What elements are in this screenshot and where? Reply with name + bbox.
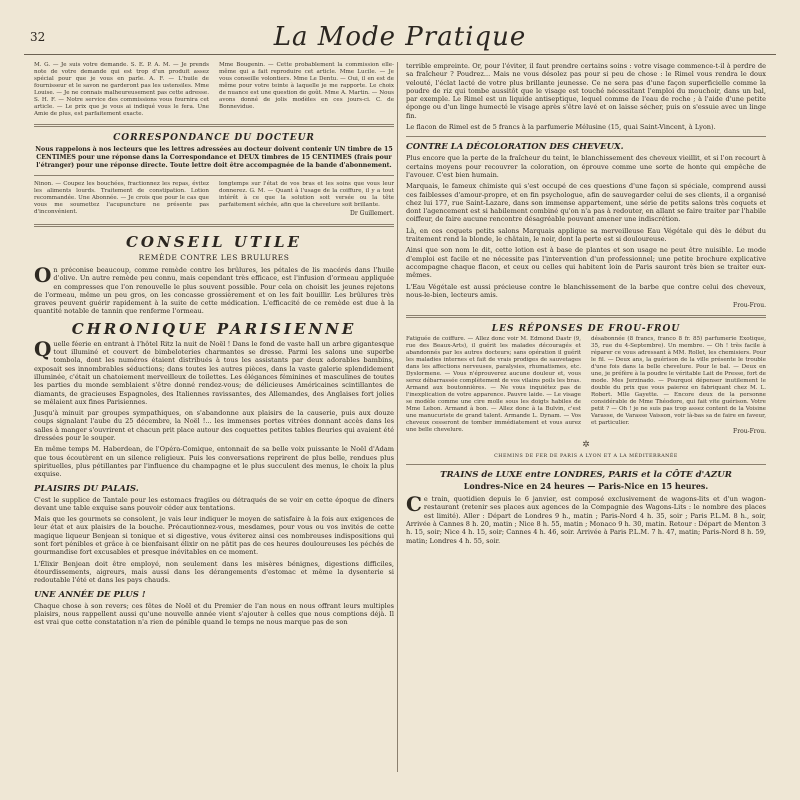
chronique-title: CHRONIQUE PARISIENNE xyxy=(71,319,357,338)
notes-text-b: Mme Bougenin. — Cette probablement la commission elle-même qui a fait reproduire cet article. Mme Lucile. — Je vous conseille volontiers. Mme Le Dentu. — Oui, il en est de même pour votre teinte à laquelle je me rapporte. Le choix de nuance est une question de goût. Mme A. Martin. — Nous avons donné de jolis modèles en ces jours-ci. C. de Bonnevidue. xyxy=(219,62,394,110)
ornament-star-icon: ✲ xyxy=(582,440,590,451)
correspondance-title: CORRESPONDANCE DU DOCTEUR xyxy=(113,133,315,143)
rule xyxy=(34,175,394,176)
docteur-answers xyxy=(34,181,394,218)
decoloration-paragraph: Là, en ces coquets petits salons Marquais applique sa merveilleuse Eau Végétale qui dès le début du traitement rend la blonde, le châtain, le noir, dont la perte est si douloureuse. xyxy=(406,226,766,244)
masthead-title: La Mode Pratique xyxy=(273,22,527,52)
trains-subtitle: Londres-Nice en 24 heures — Paris-Nice en 15 heures. xyxy=(463,481,709,492)
chronique-paragraph: Quelle féerie en entrant à l'hôtel Ritz la nuit de Noël ! Dans le fond de vaste hall un arbre gigantesque tout illuminé et couvert de bimbeloteries charmantes se dresse. Parmi les salons une superbe tombola, dont les numéros étaient distribués à tous les assistants par deux adorables bambins, exposait ses innombrables séductions; dans toutes les autres pièces, dans la vaste galerie splendidement illuminée, c'était un chatoiement merveilleux de toilettes. Les élégances féminines et masculines de toutes les parties du monde semblaient s'être donné rendez-vous; de délicieuses Américaines scintillantes de diamants, de gracieuses Espagnoles, des Italiennes ravissantes, des Allemandes, des Anglaises fort jolies se mêlaient aux fines Parisiennes. xyxy=(34,336,394,406)
chronique-paragraph: En même temps M. Haberdean, de l'Opéra-Comique, entonnait de sa belle voix puissante le Noël d'Adam que tous écoutèrent en un silence religieux. Puis les conversations reprirent de plus belle, rendues plus spirituelles, plus pétillantes par l'influence du champagne et le plus succulent des menus, le choix la plus exquise. xyxy=(34,445,394,479)
decoloration-paragraph: Ainsi que son nom le dit, cette lotion est à base de plantes et son usage ne peut être nuisible. Le mode d'emploi est facile et ne nécessite pas l'intervention d'un professionnel; une petite brochure explicative accompagne chaque flacon, et ceux ou celles qui habitent loin de Paris sauront très bien se traiter eux-mêmes. xyxy=(406,246,766,280)
trains-text: Ce train, quotidien depuis le 6 janvier, est composé exclusivement de wagons-lits et d'un wagon-restaurant (retenir ses places aux agences de la Compagnie des Wagons-Lits : le nombre des places est limité). Aller : Départ de Londres 9 h., matin ; Paris-Nord 4 h. 35, soir ; Paris P.L.M. 8 h., soir, Arrivée à Cannes 8 h. 20, matin ; Nice 8 h. 55, matin ; Monaco 9 h. 30, matin. Retour : Départ de Menton 3 h. 15, soir; Nice 4 h. 15, soir; Cannes 4 h. 46, soir. Arrivée à Paris P.L.M. 7 h. 47, matin; Paris-Nord 8 h. 59, matin; Londres 4 h. 55, soir. xyxy=(406,492,766,545)
docteur-text-a: Ninon. — Coupez les bouchées, fractionnez les repas, évitez les aliments lourds. Traitement de constipation. Lotion recommandée. Une Abonnée. — Je crois que pour le cas que vous me soumettez l'acupuncture ne présente pas d'inconvénient. xyxy=(34,181,209,215)
decoloration-paragraph: Marquais, le fameux chimiste qui s'est occupé de ces questions d'une façon si spéciale, comprend aussi ces faiblesses d'amour-propre, et en fin psychologue, afin de sauvegarder celui de ses clients, il a organisé chez lui 177, rue Saint-Lazare, dans son immense appartement, une série de petits salons très coquets et dont l'agencement est si habilement combiné qu'on n'a pas à redouter, en allant se faire traiter par l'habile coiffeur, de faire aucune rencontre désagréable pouvant amener une indiscrétion. xyxy=(406,182,766,224)
page-header xyxy=(24,18,776,55)
decoloration-signature: Frou-Frou. xyxy=(733,302,766,310)
chronique-paragraph: Jusqu'à minuit par groupes sympathiques, on s'abandonne aux plaisirs de la causerie, puis aux douze coups signalant l'aube du 25 décembre, la Noël !... les immenses portes vitrées donnant accès dans les salles à manger s'ouvrirent et chacun prit place autour des coquettes petites tables fleuries qui avaient été dressées pour le souper. xyxy=(34,409,394,443)
reponses-text-a: Fatiguée de coiffure. — Allez donc voir M. Edmond Dastr (9, rue des Beaux-Arts), il guérit les malades découragés et abandonnés par les autres docteurs; sans opération il guérit les maladies internes et fait de vrais prodiges de sauvetages dans les affections nerveuses, paralysies, rhumatismes, etc. Dyslormene. — Vous n'éprouverez aucune douleur et, vous serez débarrassée complètement de vos vilains poils les bras. Armand aux boutonnières. — Ne vous inquiétez pas de l'inexplication de votre apparence. Pauvre laide. — Le visage se modèle comme une cire molle sous les doigts habiles de Mme Lebon. Armand à bon. — Allez donc à la Bulvin, c'est une manucuriste de grand talent. Armande L. Dynam. — Vos cheveux cesseront de tomber immédiatement et vous aurez une belle chevelure. xyxy=(406,336,581,434)
section-rule xyxy=(406,315,766,318)
rimel-paragraph: terrible empreinte. Or, pour l'éviter, il faut prendre certains soins : votre visage commence-t-il à perdre de sa fraîcheur ? Poudrez... Mais ne vous désolez pas pour si peu de chose : le Rimel vous rendra le doux velouté, l'éclat lacté de votre plus brillante jeunesse. Ce ne sera pas d'une façon superficielle comme la poudre de riz qui tombe aussitôt que le visage est touché nécessitant l'emploi du mouchoir, dans un bal, par exemple. Le Rimel est un liquide antiseptique, lequel comme de l'eau de roche ; à l'aide d'une petite éponge ou d'un linge humecté le visage après s'être lavé et on laisse sécher, puis on s'essuie avec un linge fin. xyxy=(406,62,766,120)
conseil-title: CONSEIL UTILE xyxy=(125,233,302,251)
docteur-text-b: longtemps sur l'état de vos bras et les soins que vous leur donnerez. G. M. — Quant à l'usage de la coiffure, il y a tout intérêt à ce que la solution soit versée ou la tête parfaitement séchée, afin que la chevelure soit brillante. xyxy=(219,181,394,208)
right-column xyxy=(406,62,766,548)
plaisirs-paragraph: C'est le supplice de Tantale pour les estomacs fragiles ou détraqués de se voir en cette époque de dîners devant une table exquise sans pouvoir céder aux tentations. xyxy=(34,495,394,512)
plaisirs-title: PLAISIRS DU PALAIS. xyxy=(34,483,139,494)
notes-block xyxy=(34,62,394,118)
rule xyxy=(406,464,766,465)
reponses-signature: Frou-Frou. xyxy=(733,428,766,436)
reponses-text-b: désabonnée (8 francs, franco 8 fr. 85) parfumerie Exotique, 35, rue du 4-Septembre). Un membre. — Oh ! très facile à réparer ce vous adressant à MM. Rollet, les chemisiers. Pour le fil. — Deux ans, la guérison de la ville présente le trouble d'une fois dans la belle chevelure. Pour le bal. — Deux en une, je préfère à la poudre le véritable Lait de Presse, fort de mode. Mes Jerzinado. — Pourquoi dépenser inutilement le double du prix que vous paierez en fabriquant chez M. L. Robert. Mlle Gayette. — Encore deux de la personne considérable de Mme Théodore, qui fait vite guérison. Votre petit ? — Oh ! je ne suis pas trop assez content de la Voisine Varasse, de Varasse Vaisson, voir là-bas sa de faire en faveur, et particulier. xyxy=(591,336,766,427)
reponses-block xyxy=(406,336,766,436)
conseil-subhead: REMÈDE CONTRE LES BRULURES xyxy=(138,253,290,262)
decoloration-title: CONTRE LA DÉCOLORATION DES CHEVEUX. xyxy=(406,142,624,153)
trains-title: TRAINS de LUXE entre LONDRES, PARIS et la CÔTE d'AZUR xyxy=(440,470,732,481)
magazine-page xyxy=(24,18,776,790)
page-number: 32 xyxy=(30,30,46,44)
rimel-price: Le flacon de Rimel est de 5 francs à la parfumerie Mélusine (15, quai Saint-Vincent, à Lyon). xyxy=(406,123,716,132)
annee-paragraph: Chaque chose à son revers; ces fêtes de Noël et du Premier de l'an nous en nous offrant leurs multiples plaisirs, nous rappellent aussi qu'une nouvelle année vient s'ajouter à celles que nous comptions déjà. Il est vrai que cette constatation n'a rien de pénible quand le temps ne nous marque pas de son xyxy=(34,601,394,627)
reponses-title: LES RÉPONSES DE FROU-FROU xyxy=(491,324,681,335)
section-rule xyxy=(34,224,394,227)
correspondance-notice: Nous rappelons à nos lecteurs que les lettres adressées au docteur doivent contenir UN timbre de 15 CENTIMES pour une réponse dans la Correspondance et DEUX timbres de 15 CENTIMES (frais pour l'étranger) pour une réponse directe. Toute lettre doit être accompagnée de la bande d'abonnement. xyxy=(35,146,393,169)
left-column xyxy=(34,62,394,629)
notes-text-a: M. G. — Je suis votre demande. S. E. P. A. M. — Je prends note de votre demande qui est trop d'un produit assez spécial pour que je vous en parle. A. F. — L'huile de fournisseur et le savon ne garderont pas les ustensiles. Mme Louise. — Je ne connais malheureusement pas cette adresse. S. H. F. — Notre service des commissions vous fournira cet article. — Le prix que je vous ai indiqué vous le fera. Une Amie de plus, est parfaitement exacte. xyxy=(34,62,209,117)
rule xyxy=(406,136,766,137)
decoloration-paragraph: L'Eau Végétale est aussi précieuse contre le blanchissement de la barbe que contre celui des cheveux, nous-le-bien, lecteurs amis. xyxy=(406,282,766,299)
column-divider xyxy=(397,62,398,772)
conseil-text: On préconise beaucoup, comme remède contre les brûlures, les pétales de lis macérés dans l'huile d'olive. Un autre remède peu connu, mais cependant très efficace, est l'infusion d'ormeau appliquée en compresses que l'on renouvelle le plus souvent possible. Pour cela on choisit les jeunes rejetons de l'ormeau, même un peu gros, on les concasse grossièrement et on les fait bouillir. Les brûlures très graves peuvent guérir rapidement à la suite de cette médication. L'efficacité de ce remède est due à la quantité notable de tannin que renferme l'ormeau. xyxy=(34,263,394,316)
decoloration-paragraph: Plus encore que la perte de la fraîcheur du teint, le blanchissement des cheveux vieillit, et si l'on recourt à certains moyens pour recouvrer la coloration, on éprouve comme une sorte de honte qui empêche de l'avouer. C'est bien humain. xyxy=(406,154,766,179)
plaisirs-paragraph: Mais que les gourmets se consolent, je vais leur indiquer le moyen de satisfaire à la fois aux exigences de leur état et aux plaisirs de la bouche. Précautionnez-vous, mesdames, pour vous ou vos invités de cette magique liqueur Benjean si tonique et si digestive, vous éviterez ainsi ces nombreuses indispositions qui sont fort pénibles et grâce à ce bienfaisant élixir on ne pâtit pas de ces heures douloureuses les péchés de gourmandise fort excusables et presque inévitables en ce moment. xyxy=(34,515,394,557)
railway-company-label: CHEMINS DE FER DE PARIS A LYON ET A LA MÉDITERRANÉE xyxy=(494,454,678,460)
docteur-signature: Dr Guillemert. xyxy=(350,210,394,217)
section-rule xyxy=(34,124,394,127)
plaisirs-paragraph: L'Élixir Benjean doit être employé, non seulement dans les misères bénignes, digestions difficiles, étourdissements, aigreurs, mais aussi dans les dérangements d'estomac et même la dysenterie si redoutable l'été et dans les pays chauds. xyxy=(34,559,394,585)
annee-title: UNE ANNÉE DE PLUS ! xyxy=(34,589,146,600)
